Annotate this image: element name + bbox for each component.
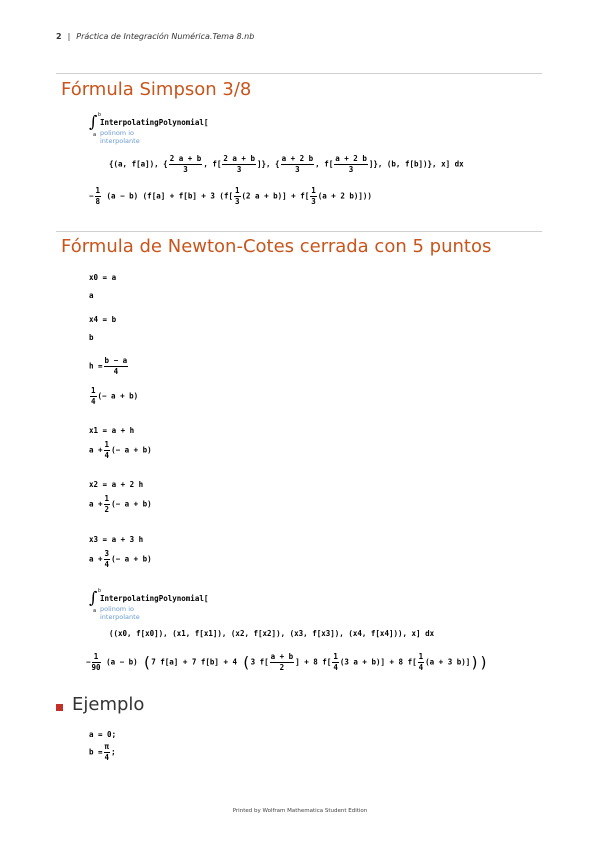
newton-output-cell: − $\frac{1}{90}$ (a − b) (7 f[a] + 7 f[b] + 4 (3 f[ $\frac{a + b}{2}$ ] + 8 f[ $\frac{1}{4}$ (3 a + b)] + 8 f[ $\frac{1}{4}$ (a + 3 b)])): [86, 652, 489, 672]
output-x4: b: [89, 333, 94, 342]
output-h: [89, 386, 138, 407]
lower-limit: a: [93, 132, 97, 138]
fraction: $\frac{1}{4}$: [104, 440, 110, 460]
upper-limit: b: [98, 588, 102, 594]
fraction: $\frac{1}{90}$: [91, 652, 101, 672]
input-x0[interactable]: x0 = a: [89, 273, 117, 282]
input-x4[interactable]: x4 = b: [89, 315, 117, 324]
args-part: ]}, (b, f[b])}, x] dx: [368, 159, 464, 169]
lower-limit: a: [93, 608, 97, 614]
args-part: {(a, f[a]), {: [109, 159, 168, 169]
fraction: $\frac{b - a}{4}$: [104, 356, 128, 376]
bullet-icon: [56, 704, 63, 711]
section-title-ejemplo: Ejemplo: [72, 694, 145, 715]
fraction: $\frac{1}{4}$: [418, 652, 424, 672]
page-header: [56, 32, 254, 41]
h-label: h =: [89, 361, 103, 371]
fraction: $\frac{2 a + b}{3}$: [223, 154, 255, 174]
function-name: InterpolatingPolynomial[: [100, 594, 209, 603]
minus-sign: −: [89, 191, 94, 201]
fraction: $\frac{1}{8}$: [95, 186, 101, 206]
section-divider: [56, 73, 542, 74]
header-separator: |: [67, 32, 71, 41]
section-title-simpson: Fórmula Simpson 3/8: [61, 79, 252, 100]
function-name: InterpolatingPolynomial[: [100, 118, 209, 127]
output-x2: a + $\frac{1}{2}$ (− a + b): [89, 494, 152, 514]
simpson-args: [109, 154, 464, 175]
input-h[interactable]: [89, 356, 129, 377]
output-x0: a: [89, 291, 94, 300]
document-title: Práctica de Integración Numérica.Tema 8.nb: [76, 32, 255, 41]
result-part: (a + 2 b)])): [317, 191, 372, 201]
input-b-assign[interactable]: b = $\frac{\pi}{4}$ ;: [89, 742, 116, 762]
fraction: $\frac{1}{4}$: [91, 386, 96, 406]
integral-sign: ∫: [89, 588, 98, 607]
args-part: , f[: [203, 159, 222, 169]
fraction: $\frac{1}{2}$: [104, 494, 110, 514]
section-divider: [56, 231, 542, 232]
fraction: $\frac{a + 2 b}{3}$: [335, 154, 367, 174]
output-x3: a + $\frac{3}{4}$ (− a + b): [89, 549, 152, 569]
result-part: (a − b) (f[a] + f[b] + 3 (f[: [106, 191, 233, 201]
page-number: 2: [56, 32, 62, 41]
fraction: $\frac{1}{3}$: [311, 186, 316, 206]
tooltip-label: polinom io interpolante: [100, 605, 140, 621]
fraction: $\frac{a + 2 b}{3}$: [281, 154, 314, 174]
page-footer: Printed by Wolfram Mathematica Student Edition: [232, 808, 368, 814]
h-tail: (− a + b): [97, 391, 139, 401]
args-part: , f[: [315, 159, 334, 169]
output-x1: a + $\frac{1}{4}$ (− a + b): [89, 440, 152, 460]
fraction: $\frac{1}{4}$: [333, 652, 338, 672]
integral-sign: ∫: [89, 112, 98, 131]
section-title-newton: Fórmula de Newton-Cotes cerrada con 5 puntos: [61, 236, 492, 257]
newton-args: ((x0, f[x0]), (x1, f[x1]), (x2, f[x2]), (x3, f[x3]), (x4, f[x4])), x] dx: [109, 629, 435, 638]
input-x3[interactable]: x3 = a + 3 h: [89, 535, 144, 544]
fraction: $\frac{a + b}{2}$: [270, 652, 294, 672]
input-a-assign[interactable]: a = 0;: [89, 730, 117, 739]
fraction: $\frac{1}{3}$: [234, 186, 240, 206]
upper-limit: b: [98, 112, 102, 118]
fraction: $\frac{2 a + b}{3}$: [169, 154, 202, 174]
args-part: ]}, {: [256, 159, 280, 169]
fraction: $\frac{3}{4}$: [104, 549, 110, 569]
result-part: (2 a + b)] + f[: [241, 191, 310, 201]
tooltip-label: polinom io interpolante: [100, 129, 140, 145]
input-x1[interactable]: x1 = a + h: [89, 426, 135, 435]
simpson-output-cell: [89, 186, 372, 207]
fraction: $\frac{\pi}{4}$: [104, 742, 110, 762]
input-x2[interactable]: x2 = a + 2 h: [89, 480, 144, 489]
